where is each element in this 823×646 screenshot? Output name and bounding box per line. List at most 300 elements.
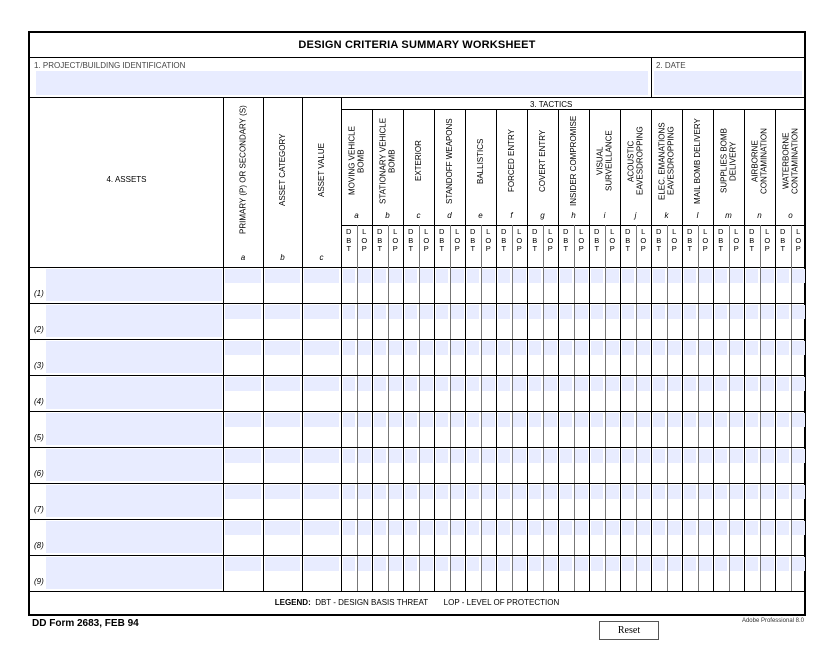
tactic-cell-field[interactable] bbox=[637, 413, 650, 427]
tactic-cell-field[interactable] bbox=[405, 485, 418, 499]
tactic-cell-field[interactable] bbox=[498, 521, 511, 535]
tactic-cell-field[interactable] bbox=[746, 377, 759, 391]
tactic-cell-field[interactable] bbox=[684, 449, 697, 463]
tactic-cell-field[interactable] bbox=[637, 449, 650, 463]
tactic-cell-field[interactable] bbox=[374, 521, 387, 535]
tactic-cell-field[interactable] bbox=[684, 377, 697, 391]
asset-name-field[interactable] bbox=[46, 449, 222, 481]
tactic-cell-field[interactable] bbox=[606, 341, 619, 355]
tactic-cell-field[interactable] bbox=[777, 521, 790, 535]
tactic-cell-field[interactable] bbox=[792, 413, 805, 427]
tactic-cell-field[interactable] bbox=[544, 449, 557, 463]
tactic-cell-field[interactable] bbox=[374, 305, 387, 319]
tactic-cell-field[interactable] bbox=[358, 305, 371, 319]
tactic-cell-field[interactable] bbox=[467, 269, 480, 283]
tactic-cell-field[interactable] bbox=[358, 521, 371, 535]
tactic-cell-field[interactable] bbox=[451, 557, 464, 571]
tactic-cell-field[interactable] bbox=[684, 341, 697, 355]
tactic-cell-field[interactable] bbox=[389, 305, 402, 319]
tactic-cell-field[interactable] bbox=[405, 449, 418, 463]
tactic-cell-field[interactable] bbox=[513, 485, 526, 499]
tactic-cell-field[interactable] bbox=[777, 269, 790, 283]
tactic-cell-field[interactable] bbox=[405, 413, 418, 427]
asset-attr-field[interactable] bbox=[304, 305, 339, 319]
tactic-cell-field[interactable] bbox=[591, 269, 604, 283]
tactic-cell-field[interactable] bbox=[591, 557, 604, 571]
asset-attr-field[interactable] bbox=[225, 449, 261, 463]
tactic-cell-field[interactable] bbox=[653, 521, 666, 535]
tactic-cell-field[interactable] bbox=[668, 341, 681, 355]
tactic-cell-field[interactable] bbox=[575, 485, 588, 499]
asset-attr-field[interactable] bbox=[225, 305, 261, 319]
tactic-cell-field[interactable] bbox=[482, 413, 495, 427]
tactic-cell-field[interactable] bbox=[792, 449, 805, 463]
tactic-cell-field[interactable] bbox=[529, 485, 542, 499]
tactic-cell-field[interactable] bbox=[715, 449, 728, 463]
tactic-cell-field[interactable] bbox=[436, 413, 449, 427]
reset-button[interactable]: Reset bbox=[599, 621, 659, 640]
tactic-cell-field[interactable] bbox=[653, 305, 666, 319]
asset-name-field[interactable] bbox=[46, 305, 222, 337]
tactic-cell-field[interactable] bbox=[451, 269, 464, 283]
tactic-cell-field[interactable] bbox=[622, 341, 635, 355]
tactic-cell-field[interactable] bbox=[761, 341, 774, 355]
tactic-cell-field[interactable] bbox=[653, 413, 666, 427]
tactic-cell-field[interactable] bbox=[343, 521, 356, 535]
tactic-cell-field[interactable] bbox=[653, 269, 666, 283]
tactic-cell-field[interactable] bbox=[544, 305, 557, 319]
tactic-cell-field[interactable] bbox=[761, 485, 774, 499]
tactic-cell-field[interactable] bbox=[513, 413, 526, 427]
tactic-cell-field[interactable] bbox=[606, 521, 619, 535]
tactic-cell-field[interactable] bbox=[343, 485, 356, 499]
tactic-cell-field[interactable] bbox=[560, 485, 573, 499]
tactic-cell-field[interactable] bbox=[405, 377, 418, 391]
tactic-cell-field[interactable] bbox=[606, 413, 619, 427]
tactic-cell-field[interactable] bbox=[420, 521, 433, 535]
tactic-cell-field[interactable] bbox=[575, 269, 588, 283]
tactic-cell-field[interactable] bbox=[420, 557, 433, 571]
tactic-cell-field[interactable] bbox=[668, 521, 681, 535]
tactic-cell-field[interactable] bbox=[420, 377, 433, 391]
tactic-cell-field[interactable] bbox=[715, 485, 728, 499]
tactic-cell-field[interactable] bbox=[591, 341, 604, 355]
tactic-cell-field[interactable] bbox=[761, 413, 774, 427]
project-field[interactable] bbox=[36, 71, 648, 95]
tactic-cell-field[interactable] bbox=[482, 341, 495, 355]
tactic-cell-field[interactable] bbox=[668, 305, 681, 319]
tactic-cell-field[interactable] bbox=[560, 305, 573, 319]
tactic-cell-field[interactable] bbox=[529, 377, 542, 391]
tactic-cell-field[interactable] bbox=[622, 269, 635, 283]
tactic-cell-field[interactable] bbox=[451, 305, 464, 319]
tactic-cell-field[interactable] bbox=[560, 341, 573, 355]
tactic-cell-field[interactable] bbox=[575, 449, 588, 463]
tactic-cell-field[interactable] bbox=[560, 413, 573, 427]
tactic-cell-field[interactable] bbox=[498, 413, 511, 427]
asset-name-field[interactable] bbox=[46, 413, 222, 445]
asset-attr-field[interactable] bbox=[265, 377, 300, 391]
tactic-cell-field[interactable] bbox=[792, 485, 805, 499]
tactic-cell-field[interactable] bbox=[389, 521, 402, 535]
tactic-cell-field[interactable] bbox=[699, 269, 712, 283]
tactic-cell-field[interactable] bbox=[575, 377, 588, 391]
tactic-cell-field[interactable] bbox=[343, 413, 356, 427]
tactic-cell-field[interactable] bbox=[715, 341, 728, 355]
asset-attr-field[interactable] bbox=[265, 413, 300, 427]
asset-attr-field[interactable] bbox=[304, 449, 339, 463]
tactic-cell-field[interactable] bbox=[420, 485, 433, 499]
tactic-cell-field[interactable] bbox=[389, 269, 402, 283]
tactic-cell-field[interactable] bbox=[467, 341, 480, 355]
tactic-cell-field[interactable] bbox=[544, 269, 557, 283]
tactic-cell-field[interactable] bbox=[482, 557, 495, 571]
tactic-cell-field[interactable] bbox=[699, 521, 712, 535]
tactic-cell-field[interactable] bbox=[637, 341, 650, 355]
tactic-cell-field[interactable] bbox=[730, 269, 743, 283]
tactic-cell-field[interactable] bbox=[374, 413, 387, 427]
tactic-cell-field[interactable] bbox=[622, 413, 635, 427]
tactic-cell-field[interactable] bbox=[358, 377, 371, 391]
tactic-cell-field[interactable] bbox=[575, 557, 588, 571]
tactic-cell-field[interactable] bbox=[529, 305, 542, 319]
tactic-cell-field[interactable] bbox=[699, 413, 712, 427]
tactic-cell-field[interactable] bbox=[730, 341, 743, 355]
tactic-cell-field[interactable] bbox=[668, 269, 681, 283]
tactic-cell-field[interactable] bbox=[591, 449, 604, 463]
tactic-cell-field[interactable] bbox=[374, 449, 387, 463]
asset-attr-field[interactable] bbox=[225, 521, 261, 535]
tactic-cell-field[interactable] bbox=[730, 449, 743, 463]
asset-name-field[interactable] bbox=[46, 557, 222, 589]
asset-attr-field[interactable] bbox=[265, 269, 300, 283]
tactic-cell-field[interactable] bbox=[746, 341, 759, 355]
asset-attr-field[interactable] bbox=[265, 305, 300, 319]
tactic-cell-field[interactable] bbox=[637, 269, 650, 283]
tactic-cell-field[interactable] bbox=[436, 485, 449, 499]
tactic-cell-field[interactable] bbox=[498, 449, 511, 463]
tactic-cell-field[interactable] bbox=[668, 413, 681, 427]
tactic-cell-field[interactable] bbox=[498, 305, 511, 319]
tactic-cell-field[interactable] bbox=[699, 557, 712, 571]
tactic-cell-field[interactable] bbox=[591, 485, 604, 499]
tactic-cell-field[interactable] bbox=[715, 521, 728, 535]
tactic-cell-field[interactable] bbox=[761, 557, 774, 571]
tactic-cell-field[interactable] bbox=[544, 485, 557, 499]
tactic-cell-field[interactable] bbox=[699, 485, 712, 499]
tactic-cell-field[interactable] bbox=[467, 557, 480, 571]
tactic-cell-field[interactable] bbox=[591, 521, 604, 535]
tactic-cell-field[interactable] bbox=[358, 269, 371, 283]
tactic-cell-field[interactable] bbox=[746, 557, 759, 571]
tactic-cell-field[interactable] bbox=[436, 377, 449, 391]
tactic-cell-field[interactable] bbox=[622, 485, 635, 499]
asset-attr-field[interactable] bbox=[304, 485, 339, 499]
asset-attr-field[interactable] bbox=[304, 341, 339, 355]
tactic-cell-field[interactable] bbox=[436, 269, 449, 283]
tactic-cell-field[interactable] bbox=[343, 269, 356, 283]
tactic-cell-field[interactable] bbox=[653, 377, 666, 391]
tactic-cell-field[interactable] bbox=[389, 449, 402, 463]
tactic-cell-field[interactable] bbox=[482, 269, 495, 283]
tactic-cell-field[interactable] bbox=[699, 305, 712, 319]
tactic-cell-field[interactable] bbox=[777, 449, 790, 463]
tactic-cell-field[interactable] bbox=[451, 377, 464, 391]
asset-attr-field[interactable] bbox=[304, 521, 339, 535]
tactic-cell-field[interactable] bbox=[343, 557, 356, 571]
tactic-cell-field[interactable] bbox=[374, 377, 387, 391]
tactic-cell-field[interactable] bbox=[389, 485, 402, 499]
tactic-cell-field[interactable] bbox=[436, 557, 449, 571]
tactic-cell-field[interactable] bbox=[746, 413, 759, 427]
tactic-cell-field[interactable] bbox=[451, 521, 464, 535]
tactic-cell-field[interactable] bbox=[668, 485, 681, 499]
tactic-cell-field[interactable] bbox=[529, 449, 542, 463]
tactic-cell-field[interactable] bbox=[653, 485, 666, 499]
tactic-cell-field[interactable] bbox=[699, 341, 712, 355]
tactic-cell-field[interactable] bbox=[684, 485, 697, 499]
tactic-cell-field[interactable] bbox=[374, 341, 387, 355]
tactic-cell-field[interactable] bbox=[777, 413, 790, 427]
tactic-cell-field[interactable] bbox=[637, 377, 650, 391]
tactic-cell-field[interactable] bbox=[513, 521, 526, 535]
tactic-cell-field[interactable] bbox=[405, 341, 418, 355]
tactic-cell-field[interactable] bbox=[405, 557, 418, 571]
tactic-cell-field[interactable] bbox=[746, 449, 759, 463]
tactic-cell-field[interactable] bbox=[451, 413, 464, 427]
tactic-cell-field[interactable] bbox=[761, 305, 774, 319]
asset-name-field[interactable] bbox=[46, 341, 222, 373]
tactic-cell-field[interactable] bbox=[436, 341, 449, 355]
asset-attr-field[interactable] bbox=[265, 449, 300, 463]
tactic-cell-field[interactable] bbox=[451, 485, 464, 499]
tactic-cell-field[interactable] bbox=[777, 305, 790, 319]
tactic-cell-field[interactable] bbox=[436, 305, 449, 319]
tactic-cell-field[interactable] bbox=[668, 377, 681, 391]
tactic-cell-field[interactable] bbox=[343, 377, 356, 391]
tactic-cell-field[interactable] bbox=[498, 557, 511, 571]
asset-attr-field[interactable] bbox=[304, 557, 339, 571]
tactic-cell-field[interactable] bbox=[591, 413, 604, 427]
tactic-cell-field[interactable] bbox=[560, 449, 573, 463]
tactic-cell-field[interactable] bbox=[715, 557, 728, 571]
tactic-cell-field[interactable] bbox=[420, 413, 433, 427]
tactic-cell-field[interactable] bbox=[420, 305, 433, 319]
tactic-cell-field[interactable] bbox=[544, 341, 557, 355]
tactic-cell-field[interactable] bbox=[637, 557, 650, 571]
tactic-cell-field[interactable] bbox=[560, 377, 573, 391]
tactic-cell-field[interactable] bbox=[637, 485, 650, 499]
tactic-cell-field[interactable] bbox=[498, 341, 511, 355]
tactic-cell-field[interactable] bbox=[668, 449, 681, 463]
tactic-cell-field[interactable] bbox=[467, 413, 480, 427]
tactic-cell-field[interactable] bbox=[606, 485, 619, 499]
tactic-cell-field[interactable] bbox=[560, 557, 573, 571]
asset-attr-field[interactable] bbox=[225, 377, 261, 391]
asset-name-field[interactable] bbox=[46, 269, 222, 301]
tactic-cell-field[interactable] bbox=[684, 269, 697, 283]
asset-attr-field[interactable] bbox=[265, 521, 300, 535]
tactic-cell-field[interactable] bbox=[730, 521, 743, 535]
tactic-cell-field[interactable] bbox=[389, 413, 402, 427]
tactic-cell-field[interactable] bbox=[622, 557, 635, 571]
tactic-cell-field[interactable] bbox=[343, 449, 356, 463]
tactic-cell-field[interactable] bbox=[637, 305, 650, 319]
tactic-cell-field[interactable] bbox=[622, 377, 635, 391]
tactic-cell-field[interactable] bbox=[792, 341, 805, 355]
asset-attr-field[interactable] bbox=[225, 485, 261, 499]
tactic-cell-field[interactable] bbox=[389, 341, 402, 355]
tactic-cell-field[interactable] bbox=[529, 341, 542, 355]
tactic-cell-field[interactable] bbox=[668, 557, 681, 571]
tactic-cell-field[interactable] bbox=[374, 269, 387, 283]
tactic-cell-field[interactable] bbox=[777, 485, 790, 499]
tactic-cell-field[interactable] bbox=[792, 557, 805, 571]
tactic-cell-field[interactable] bbox=[622, 305, 635, 319]
asset-attr-field[interactable] bbox=[304, 377, 339, 391]
tactic-cell-field[interactable] bbox=[513, 305, 526, 319]
tactic-cell-field[interactable] bbox=[389, 557, 402, 571]
tactic-cell-field[interactable] bbox=[498, 377, 511, 391]
tactic-cell-field[interactable] bbox=[606, 557, 619, 571]
asset-attr-field[interactable] bbox=[265, 557, 300, 571]
tactic-cell-field[interactable] bbox=[606, 449, 619, 463]
tactic-cell-field[interactable] bbox=[777, 557, 790, 571]
tactic-cell-field[interactable] bbox=[637, 521, 650, 535]
tactic-cell-field[interactable] bbox=[420, 269, 433, 283]
asset-attr-field[interactable] bbox=[304, 413, 339, 427]
tactic-cell-field[interactable] bbox=[389, 377, 402, 391]
tactic-cell-field[interactable] bbox=[358, 485, 371, 499]
tactic-cell-field[interactable] bbox=[730, 377, 743, 391]
tactic-cell-field[interactable] bbox=[482, 377, 495, 391]
tactic-cell-field[interactable] bbox=[482, 521, 495, 535]
tactic-cell-field[interactable] bbox=[591, 305, 604, 319]
tactic-cell-field[interactable] bbox=[715, 377, 728, 391]
tactic-cell-field[interactable] bbox=[482, 449, 495, 463]
tactic-cell-field[interactable] bbox=[451, 341, 464, 355]
tactic-cell-field[interactable] bbox=[653, 557, 666, 571]
tactic-cell-field[interactable] bbox=[792, 269, 805, 283]
tactic-cell-field[interactable] bbox=[777, 341, 790, 355]
tactic-cell-field[interactable] bbox=[730, 305, 743, 319]
tactic-cell-field[interactable] bbox=[343, 341, 356, 355]
tactic-cell-field[interactable] bbox=[761, 269, 774, 283]
tactic-cell-field[interactable] bbox=[699, 449, 712, 463]
asset-attr-field[interactable] bbox=[304, 269, 339, 283]
tactic-cell-field[interactable] bbox=[715, 269, 728, 283]
tactic-cell-field[interactable] bbox=[746, 521, 759, 535]
tactic-cell-field[interactable] bbox=[482, 305, 495, 319]
tactic-cell-field[interactable] bbox=[343, 305, 356, 319]
tactic-cell-field[interactable] bbox=[467, 485, 480, 499]
tactic-cell-field[interactable] bbox=[420, 449, 433, 463]
tactic-cell-field[interactable] bbox=[405, 305, 418, 319]
tactic-cell-field[interactable] bbox=[606, 269, 619, 283]
tactic-cell-field[interactable] bbox=[513, 377, 526, 391]
tactic-cell-field[interactable] bbox=[684, 521, 697, 535]
asset-name-field[interactable] bbox=[46, 377, 222, 409]
tactic-cell-field[interactable] bbox=[575, 413, 588, 427]
tactic-cell-field[interactable] bbox=[405, 521, 418, 535]
tactic-cell-field[interactable] bbox=[544, 377, 557, 391]
tactic-cell-field[interactable] bbox=[529, 413, 542, 427]
tactic-cell-field[interactable] bbox=[513, 449, 526, 463]
tactic-cell-field[interactable] bbox=[374, 485, 387, 499]
tactic-cell-field[interactable] bbox=[761, 521, 774, 535]
tactic-cell-field[interactable] bbox=[591, 377, 604, 391]
tactic-cell-field[interactable] bbox=[513, 269, 526, 283]
tactic-cell-field[interactable] bbox=[684, 557, 697, 571]
tactic-cell-field[interactable] bbox=[575, 305, 588, 319]
asset-attr-field[interactable] bbox=[225, 269, 261, 283]
tactic-cell-field[interactable] bbox=[436, 449, 449, 463]
tactic-cell-field[interactable] bbox=[544, 521, 557, 535]
tactic-cell-field[interactable] bbox=[467, 305, 480, 319]
tactic-cell-field[interactable] bbox=[699, 377, 712, 391]
asset-attr-field[interactable] bbox=[225, 413, 261, 427]
tactic-cell-field[interactable] bbox=[792, 377, 805, 391]
tactic-cell-field[interactable] bbox=[358, 557, 371, 571]
tactic-cell-field[interactable] bbox=[684, 413, 697, 427]
tactic-cell-field[interactable] bbox=[715, 305, 728, 319]
tactic-cell-field[interactable] bbox=[730, 413, 743, 427]
tactic-cell-field[interactable] bbox=[374, 557, 387, 571]
tactic-cell-field[interactable] bbox=[529, 521, 542, 535]
tactic-cell-field[interactable] bbox=[436, 521, 449, 535]
tactic-cell-field[interactable] bbox=[358, 413, 371, 427]
tactic-cell-field[interactable] bbox=[746, 485, 759, 499]
tactic-cell-field[interactable] bbox=[684, 305, 697, 319]
tactic-cell-field[interactable] bbox=[467, 377, 480, 391]
asset-attr-field[interactable] bbox=[265, 341, 300, 355]
tactic-cell-field[interactable] bbox=[544, 557, 557, 571]
tactic-cell-field[interactable] bbox=[653, 449, 666, 463]
tactic-cell-field[interactable] bbox=[606, 305, 619, 319]
tactic-cell-field[interactable] bbox=[529, 557, 542, 571]
tactic-cell-field[interactable] bbox=[792, 305, 805, 319]
tactic-cell-field[interactable] bbox=[467, 449, 480, 463]
asset-name-field[interactable] bbox=[46, 485, 222, 517]
asset-attr-field[interactable] bbox=[265, 485, 300, 499]
date-field[interactable] bbox=[654, 71, 802, 95]
tactic-cell-field[interactable] bbox=[746, 305, 759, 319]
asset-name-field[interactable] bbox=[46, 521, 222, 553]
tactic-cell-field[interactable] bbox=[529, 269, 542, 283]
tactic-cell-field[interactable] bbox=[761, 377, 774, 391]
tactic-cell-field[interactable] bbox=[560, 269, 573, 283]
tactic-cell-field[interactable] bbox=[560, 521, 573, 535]
tactic-cell-field[interactable] bbox=[730, 485, 743, 499]
tactic-cell-field[interactable] bbox=[420, 341, 433, 355]
tactic-cell-field[interactable] bbox=[575, 341, 588, 355]
tactic-cell-field[interactable] bbox=[730, 557, 743, 571]
tactic-cell-field[interactable] bbox=[513, 557, 526, 571]
tactic-cell-field[interactable] bbox=[467, 521, 480, 535]
tactic-cell-field[interactable] bbox=[653, 341, 666, 355]
asset-attr-field[interactable] bbox=[225, 341, 261, 355]
tactic-cell-field[interactable] bbox=[498, 485, 511, 499]
tactic-cell-field[interactable] bbox=[482, 485, 495, 499]
tactic-cell-field[interactable] bbox=[622, 449, 635, 463]
tactic-cell-field[interactable] bbox=[622, 521, 635, 535]
tactic-cell-field[interactable] bbox=[513, 341, 526, 355]
tactic-cell-field[interactable] bbox=[451, 449, 464, 463]
tactic-cell-field[interactable] bbox=[761, 449, 774, 463]
tactic-cell-field[interactable] bbox=[358, 449, 371, 463]
tactic-cell-field[interactable] bbox=[405, 269, 418, 283]
tactic-cell-field[interactable] bbox=[544, 413, 557, 427]
